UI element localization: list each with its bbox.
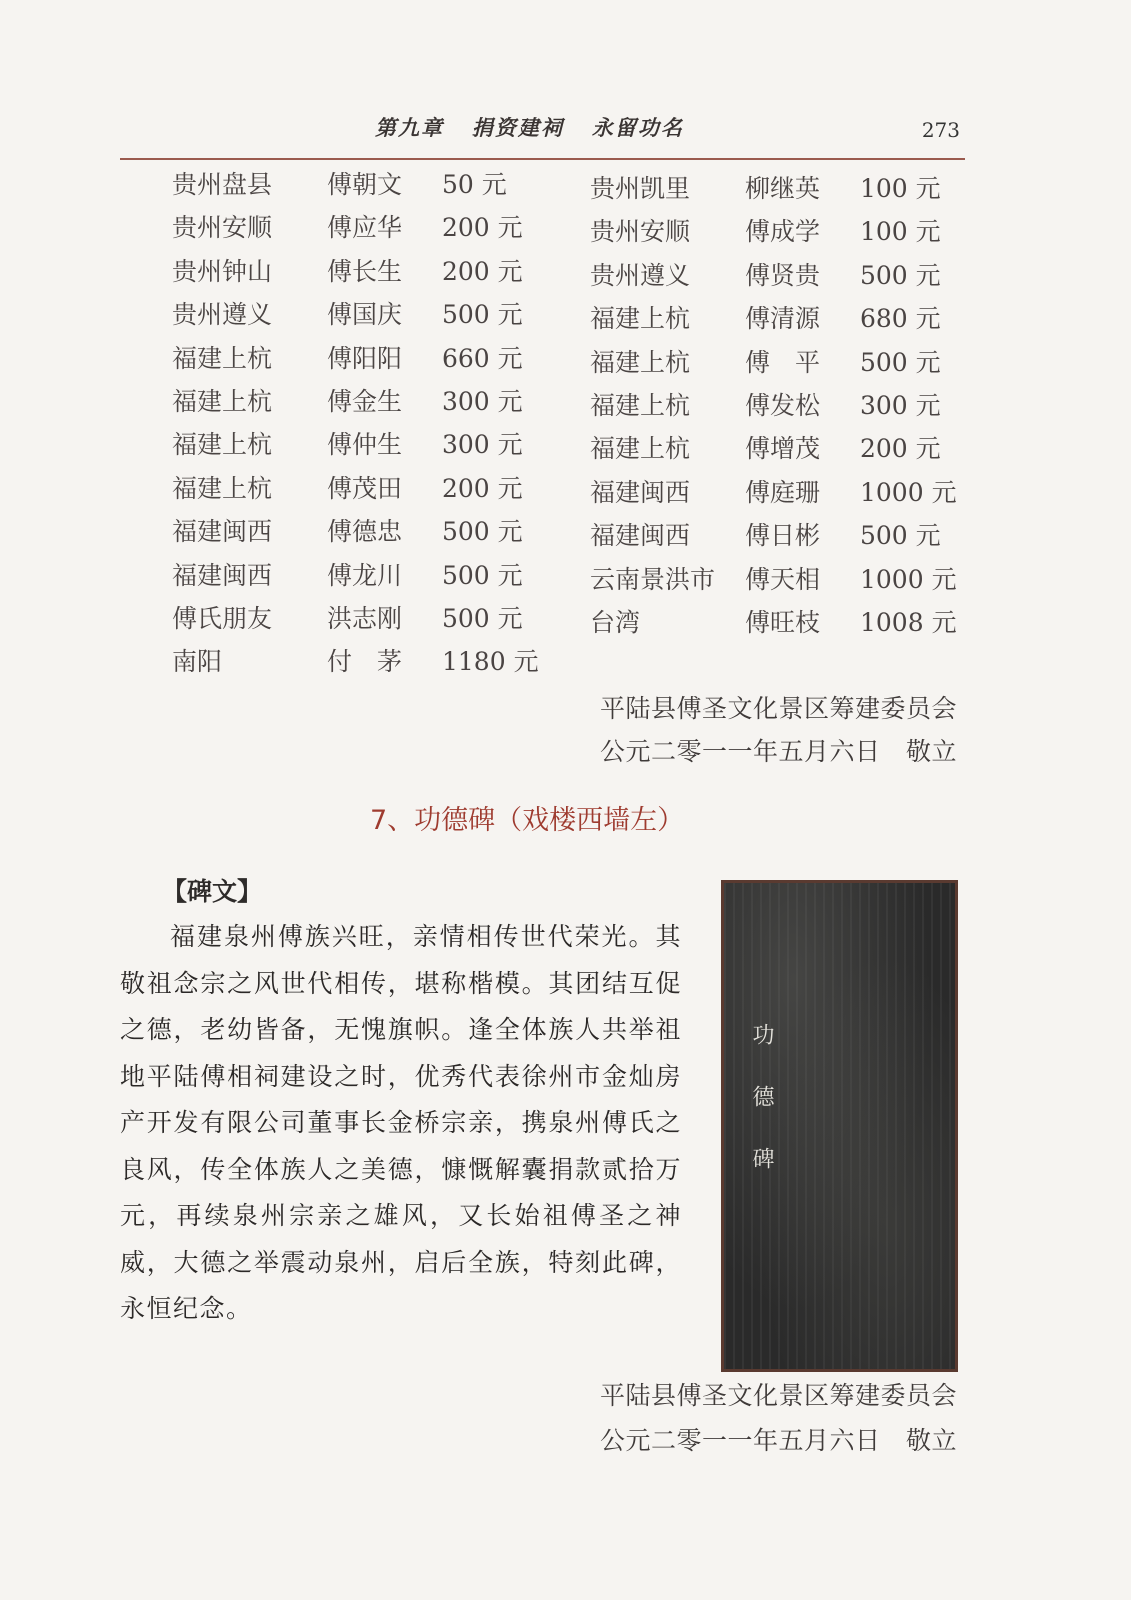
donor-amount: 500 元 <box>860 260 941 290</box>
donor-place: 福建上杭 <box>590 347 691 377</box>
donor-amount: 100 元 <box>860 217 941 247</box>
donor-amount: 200 元 <box>442 213 523 243</box>
donor-place: 福建闽西 <box>172 560 273 590</box>
donor-place: 云南景洪市 <box>590 564 716 594</box>
donor-amount: 500 元 <box>442 517 523 547</box>
donor-amount: 1000 元 <box>860 564 957 594</box>
donor-name: 傅增茂 <box>745 434 821 464</box>
donor-name: 傅发松 <box>745 391 821 420</box>
donor-name: 傅国庆 <box>327 300 403 330</box>
donor-name: 傅龙川 <box>327 560 403 590</box>
donor-place: 贵州遵义 <box>172 300 273 330</box>
donor-name: 傅金生 <box>327 387 403 416</box>
donor-place: 贵州遵义 <box>590 260 691 290</box>
donor-name: 傅天相 <box>745 564 821 594</box>
donor-place: 福建上杭 <box>590 304 691 334</box>
donor-name: 傅旺枝 <box>745 608 821 637</box>
donor-place: 贵州安顺 <box>590 217 691 247</box>
donor-place: 福建上杭 <box>172 387 273 416</box>
donor-name: 傅朝文 <box>327 170 403 199</box>
donor-name: 傅长生 <box>327 256 403 286</box>
donor-place: 南阳 <box>172 647 223 677</box>
donor-amount: 500 元 <box>860 521 941 551</box>
donor-name: 傅 平 <box>745 347 821 377</box>
donor-place: 福建上杭 <box>590 391 691 420</box>
donor-name: 傅茂田 <box>327 473 403 503</box>
donor-amount: 1000 元 <box>860 477 957 507</box>
donor-amount: 500 元 <box>442 560 523 590</box>
inscription-text: 福建泉州傅族兴旺，亲情相传世代荣光。其敬祖念宗之风世代相传，堪称楷模。其团结互促之德，老幼皆备，无愧旗帜。逢全体族人共举祖地平陆傅相祠建设之时，优秀代表徐州市金灿房产开发有限公司董事长金桥宗亲，携泉州傅氏之良风，传全体族人之美德，慷慨解囊捐款贰拾万元，再续泉州宗亲之雄风，又长始祖傅圣之神威，大德之举震动泉州，启后全族，特刻此碑，永恒纪念。 <box>120 922 682 1323</box>
donor-amount: 500 元 <box>442 604 523 633</box>
committee-signature: 平陆县傅圣文化景区筹建委员会 <box>600 694 958 723</box>
donor-name: 傅日彬 <box>745 521 821 551</box>
donor-name: 洪志刚 <box>327 604 403 633</box>
donor-place: 福建闽西 <box>590 477 691 507</box>
donor-place: 福建闽西 <box>590 521 691 551</box>
donor-amount: 200 元 <box>442 473 523 503</box>
signature-date-2: 公元二零一一年五月六日 敬立 <box>600 1426 958 1455</box>
donor-name: 傅清源 <box>745 304 821 334</box>
donor-place: 贵州盘县 <box>172 170 273 199</box>
donor-name: 傅仲生 <box>327 430 403 460</box>
donor-amount: 300 元 <box>442 387 523 416</box>
donor-place: 贵州安顺 <box>172 213 273 243</box>
donor-name: 傅贤贵 <box>745 260 821 290</box>
donor-place: 贵州钟山 <box>172 256 273 286</box>
section-title: 7、功德碑（戏楼西墙左） <box>370 805 685 836</box>
donor-place: 福建上杭 <box>590 434 691 464</box>
stele-photo <box>721 880 958 1372</box>
donor-amount: 1180 元 <box>442 647 539 677</box>
donor-place: 福建上杭 <box>172 430 273 460</box>
donor-amount: 100 元 <box>860 174 941 203</box>
donor-name: 傅德忠 <box>327 517 403 547</box>
donor-amount: 200 元 <box>442 256 523 286</box>
running-header <box>120 108 965 160</box>
stele-title: 功德碑 <box>749 1023 774 1209</box>
donor-place: 贵州凯里 <box>590 174 691 203</box>
donor-name: 付 茅 <box>327 647 403 677</box>
donor-name: 柳继英 <box>745 174 821 203</box>
donor-name: 傅成学 <box>745 217 821 247</box>
donor-place: 福建闽西 <box>172 517 273 547</box>
inscription-label: 【碑文】 <box>162 877 263 906</box>
donor-name: 傅庭珊 <box>745 477 821 507</box>
donor-amount: 660 元 <box>442 343 523 373</box>
chapter-title: 第九章 捐资建祠 永留功名 <box>375 116 684 140</box>
committee-signature-2: 平陆县傅圣文化景区筹建委员会 <box>600 1381 958 1410</box>
donor-place: 福建上杭 <box>172 473 273 503</box>
donor-amount: 1008 元 <box>860 608 957 637</box>
donor-name: 傅应华 <box>327 213 403 243</box>
signature-date: 公元二零一一年五月六日 敬立 <box>600 737 958 766</box>
donor-name: 傅阳阳 <box>327 343 403 373</box>
donor-place: 台湾 <box>590 608 641 637</box>
donor-amount: 500 元 <box>442 300 523 330</box>
donor-amount: 50 元 <box>442 170 507 199</box>
donor-amount: 500 元 <box>860 347 941 377</box>
donor-amount: 680 元 <box>860 304 941 334</box>
donor-amount: 300 元 <box>442 430 523 460</box>
donor-amount: 200 元 <box>860 434 941 464</box>
donor-place: 福建上杭 <box>172 343 273 373</box>
page-number: 273 <box>921 118 960 142</box>
donor-place: 傅氏朋友 <box>172 604 273 633</box>
donor-amount: 300 元 <box>860 391 941 420</box>
